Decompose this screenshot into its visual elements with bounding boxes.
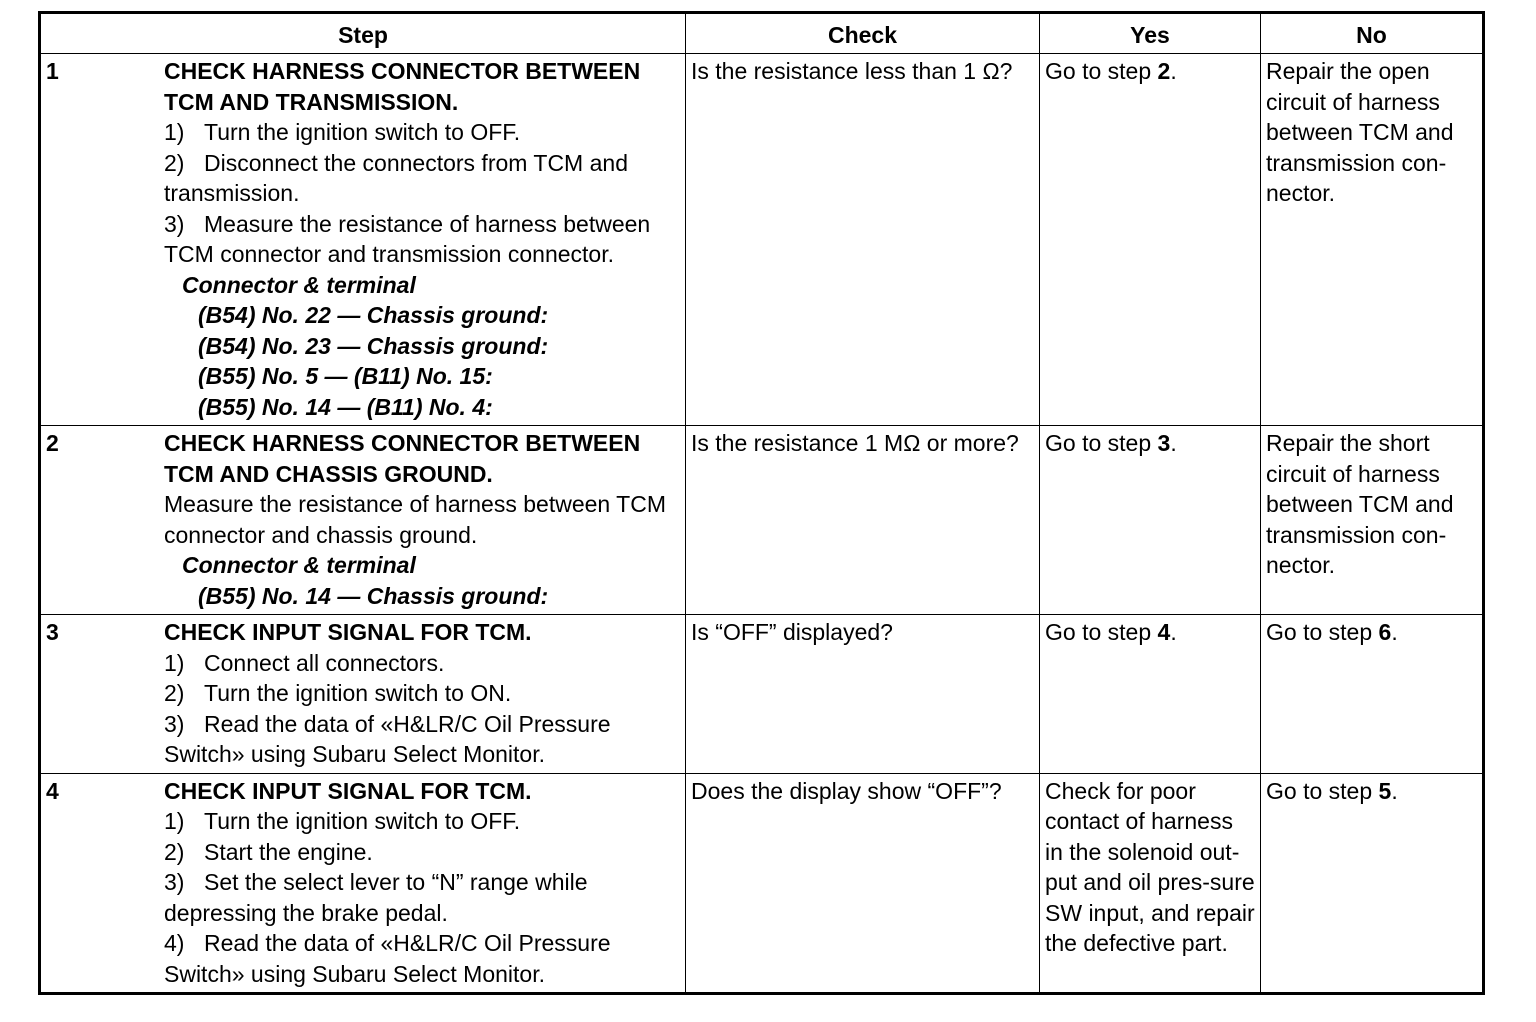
step-cell — [40, 54, 686, 426]
step-number: 4 — [46, 777, 59, 804]
connector-heading: Connector & terminal — [182, 552, 416, 578]
check-cell: Is the resistance 1 MΩ or more? — [686, 426, 1040, 615]
step-title: CHECK HARNESS CONNECTOR BETWEEN TCM AND TRANSMISSION. — [164, 58, 641, 115]
procedure-item: 4) Read the data of «H&LR/C Oil Pressure Switch» using Subaru Select Monitor. — [164, 930, 611, 987]
no-cell: Go to step 6. — [1261, 615, 1484, 774]
header-step: Step — [40, 13, 686, 54]
step-cell — [40, 426, 686, 615]
connector-item: (B54) No. 22 — Chassis ground: — [198, 302, 549, 328]
connector-item: (B55) No. 14 — (B11) No. 4: — [198, 393, 493, 420]
table-row — [40, 426, 1484, 615]
header-yes: Yes — [1040, 13, 1261, 54]
no-cell: Repair the short circuit of harness between TCM and transmission con-nector. — [1261, 426, 1484, 615]
connector-heading: Connector & terminal — [182, 271, 416, 298]
header-no: No — [1261, 13, 1484, 54]
step-cell — [40, 773, 686, 994]
check-cell: Is “OFF” displayed? — [686, 615, 1040, 774]
check-cell: Is the resistance less than 1 Ω? — [686, 54, 1040, 426]
table-row — [40, 54, 1484, 426]
step-number: 1 — [46, 58, 59, 84]
step-title: CHECK HARNESS CONNECTOR BETWEEN TCM AND CHASSIS GROUND. — [164, 430, 641, 487]
check-cell: Does the display show “OFF”? — [686, 773, 1040, 994]
procedure-text: Measure the resistance of harness between TCM connector and chassis ground. — [164, 491, 666, 548]
diagnostic-table — [38, 11, 1485, 995]
procedure-item: 3) Measure the resistance of harness between TCM connector and transmission connector. — [164, 210, 651, 267]
procedure-item: 3) Read the data of «H&LR/C Oil Pressure Switch» using Subaru Select Monitor. — [164, 710, 611, 767]
step-number: 2 — [46, 430, 59, 456]
step-cell — [40, 615, 686, 774]
procedure-item: 2) Start the engine. — [164, 838, 373, 865]
yes-cell: Go to step 4. — [1040, 615, 1261, 774]
no-cell: Go to step 5. — [1261, 773, 1484, 994]
header-row — [40, 13, 1484, 54]
header-check: Check — [686, 13, 1040, 54]
yes-cell: Go to step 2. — [1040, 54, 1261, 426]
no-cell: Repair the open circuit of harness between TCM and transmission con-nector. — [1261, 54, 1484, 426]
yes-cell: Go to step 3. — [1040, 426, 1261, 615]
table-row — [40, 773, 1484, 994]
step-title: CHECK INPUT SIGNAL FOR TCM. — [164, 777, 532, 804]
yes-cell: Check for poor contact of harness in the solenoid out-put and oil pres-sure SW input, and repair the defective part. — [1040, 773, 1261, 994]
procedure-item: 3) Set the select lever to “N” range while depressing the brake pedal. — [164, 869, 588, 926]
connector-item: (B54) No. 23 — Chassis ground: — [198, 332, 549, 359]
procedure-item: 1) Turn the ignition switch to OFF. — [164, 808, 521, 834]
procedure-item: 1) Connect all connectors. — [164, 649, 445, 676]
step-number: 3 — [46, 619, 59, 645]
step-title: CHECK INPUT SIGNAL FOR TCM. — [164, 619, 532, 645]
procedure-item: 2) Disconnect the connectors from TCM and transmission. — [164, 149, 628, 206]
procedure-item: 1) Turn the ignition switch to OFF. — [164, 119, 521, 145]
procedure-item: 2) Turn the ignition switch to ON. — [164, 680, 512, 706]
connector-item: (B55) No. 14 — Chassis ground: — [198, 582, 549, 609]
connector-item: (B55) No. 5 — (B11) No. 15: — [198, 363, 493, 389]
table-row — [40, 615, 1484, 774]
